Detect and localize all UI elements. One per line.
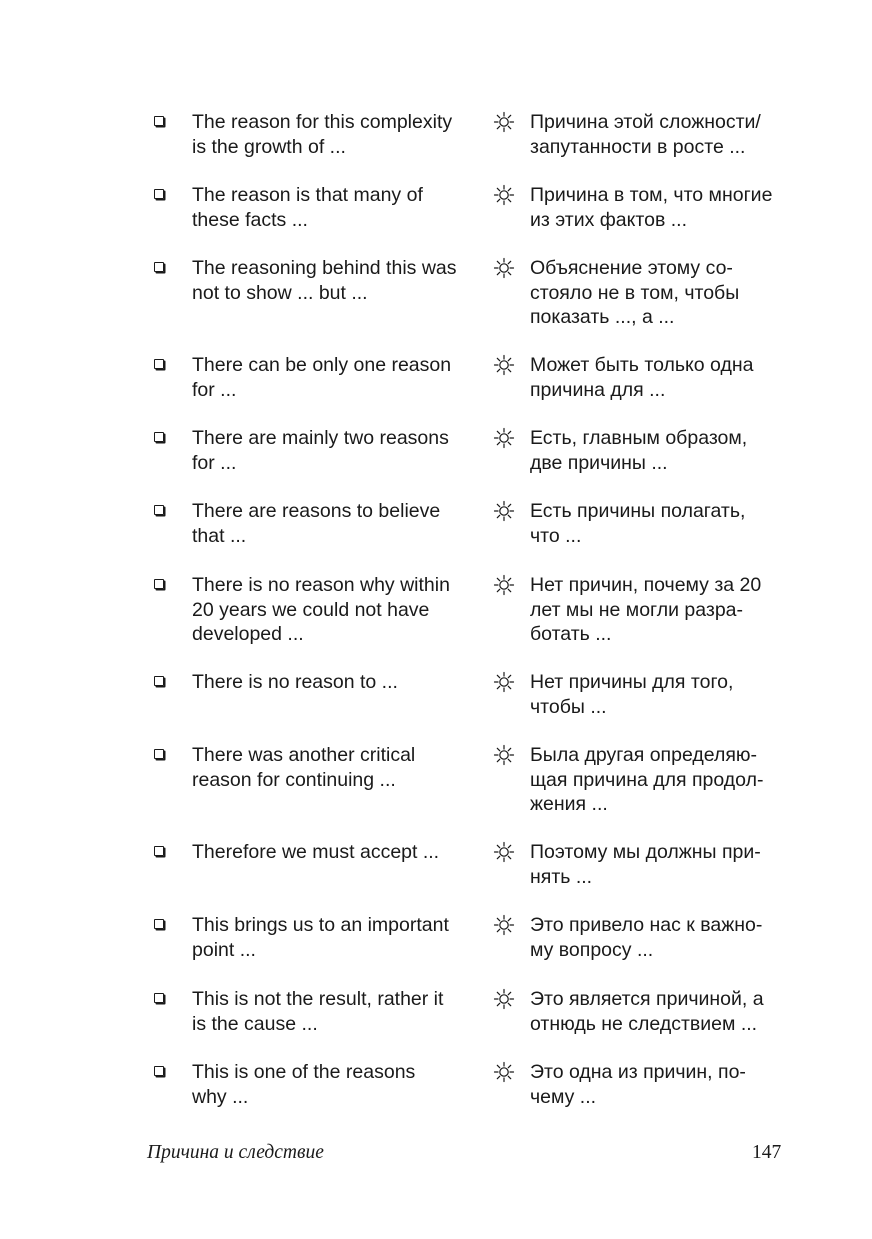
russian-phrase: Есть причины полагать, что ... — [530, 500, 746, 547]
english-phrase: There is no reason why within 20 years we could not have developed ... — [192, 574, 450, 645]
english-phrase: This is not the result, rather it is the cause ... — [192, 988, 444, 1035]
english-phrase: The reason is that many of these facts ... — [192, 184, 423, 231]
checkbox-square-icon — [154, 1066, 164, 1076]
checkbox-square-icon — [154, 993, 164, 1003]
sun-icon — [493, 914, 515, 936]
sun-icon — [493, 184, 515, 206]
checkbox-square-icon — [154, 579, 164, 589]
sun-icon — [493, 574, 515, 596]
russian-phrase: Может быть только одна причина для ... — [530, 354, 754, 401]
checkbox-square-icon — [154, 676, 164, 686]
english-phrase: There are mainly two reasons for ... — [192, 427, 449, 474]
checkbox-square-icon — [154, 359, 164, 369]
sun-icon — [493, 1061, 515, 1083]
russian-phrase: Есть, главным образом, две причины ... — [530, 427, 748, 474]
checkbox-square-icon — [154, 116, 164, 126]
russian-phrase: Это привело нас к важно- му вопросу ... — [530, 914, 763, 961]
english-phrase: There is no reason to ... — [192, 671, 398, 693]
russian-phrase: Это является причиной, а отнюдь не следствием ... — [530, 988, 764, 1035]
russian-phrase: Объяснение этому со- стояло не в том, чтобы показать ..., а ... — [530, 257, 740, 328]
english-phrase: There are reasons to believe that ... — [192, 500, 441, 547]
russian-phrase: Нет причины для того, чтобы ... — [530, 671, 734, 718]
sun-icon — [493, 671, 515, 693]
sun-icon — [493, 500, 515, 522]
sun-icon — [493, 111, 515, 133]
english-phrase: There was another critical reason for continuing ... — [192, 744, 416, 791]
checkbox-square-icon — [154, 189, 164, 199]
sun-icon — [493, 427, 515, 449]
english-phrase: The reasoning behind this was not to show ... but ... — [192, 257, 457, 304]
english-phrase: Therefore we must accept ... — [192, 841, 440, 863]
sun-icon — [493, 354, 515, 376]
russian-phrase: Нет причин, почему за 20 лет мы не могли разра- ботать ... — [530, 574, 762, 645]
russian-phrase: Это одна из причин, по- чему ... — [530, 1061, 746, 1108]
english-phrase: The reason for this complexity is the growth of ... — [192, 111, 453, 158]
sun-icon — [493, 988, 515, 1010]
english-phrase: This brings us to an important point ... — [192, 914, 449, 961]
section-title: Причина и следствие — [147, 1142, 324, 1163]
english-phrase: There can be only one reason for ... — [192, 354, 452, 401]
english-phrase: This is one of the reasons why ... — [192, 1061, 416, 1108]
checkbox-square-icon — [154, 919, 164, 929]
sun-icon — [493, 257, 515, 279]
checkbox-square-icon — [154, 432, 164, 442]
russian-phrase: Причина этой сложности/ запутанности в росте ... — [530, 111, 761, 158]
sun-icon — [493, 841, 515, 863]
page-number: 147 — [752, 1142, 782, 1163]
checkbox-square-icon — [154, 749, 164, 759]
checkbox-square-icon — [154, 505, 164, 515]
sun-icon — [493, 744, 515, 766]
russian-phrase: Причина в том, что многие из этих фактов ... — [530, 184, 773, 231]
checkbox-square-icon — [154, 846, 164, 856]
russian-phrase: Поэтому мы должны при- нять ... — [530, 841, 761, 888]
russian-phrase: Была другая определяю- щая причина для продол- жения ... — [530, 744, 764, 815]
checkbox-square-icon — [154, 262, 164, 272]
